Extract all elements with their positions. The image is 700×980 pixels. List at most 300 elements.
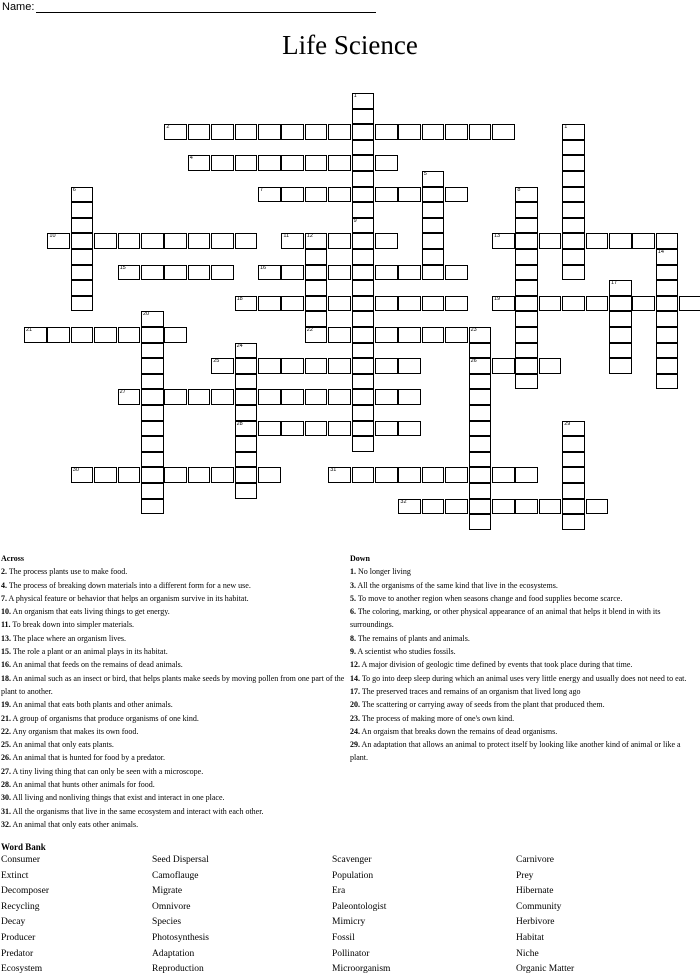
crossword-cell[interactable]	[445, 499, 468, 515]
crossword-cell[interactable]	[71, 327, 94, 343]
crossword-cell[interactable]	[258, 421, 281, 437]
crossword-cell[interactable]	[281, 296, 304, 312]
crossword-cell[interactable]	[398, 467, 421, 483]
crossword-cell[interactable]	[562, 218, 585, 234]
crossword-cell[interactable]	[375, 124, 398, 140]
crossword-cell[interactable]	[352, 280, 375, 296]
crossword-cell[interactable]	[398, 499, 421, 515]
crossword-cell[interactable]	[141, 265, 164, 281]
across-clues	[1, 552, 346, 831]
crossword-cell[interactable]	[94, 467, 117, 483]
crossword-cell[interactable]	[398, 265, 421, 281]
crossword-cell[interactable]	[211, 233, 234, 249]
crossword-cell[interactable]	[469, 343, 492, 359]
crossword-cell[interactable]	[141, 311, 164, 327]
crossword-cell[interactable]	[258, 124, 281, 140]
crossword-cell[interactable]	[375, 327, 398, 343]
clue-num: 17.	[350, 686, 360, 696]
crossword-cell[interactable]	[235, 155, 258, 171]
crossword-cell[interactable]	[445, 124, 468, 140]
crossword-cell[interactable]	[188, 124, 211, 140]
crossword-cell[interactable]	[141, 358, 164, 374]
crossword-cell[interactable]	[562, 467, 585, 483]
crossword-cell[interactable]	[235, 343, 258, 359]
crossword-cell[interactable]	[352, 358, 375, 374]
crossword-cell[interactable]	[24, 327, 47, 343]
crossword-cell[interactable]	[515, 233, 538, 249]
across-clue	[1, 712, 346, 725]
crossword-cell[interactable]	[352, 93, 375, 109]
crossword-cell[interactable]	[235, 467, 258, 483]
crossword-cell[interactable]	[375, 358, 398, 374]
crossword-cell[interactable]	[141, 452, 164, 468]
clue-text: An orgaism that breaks down the remains of dead organisms.	[360, 726, 558, 736]
crossword-cell[interactable]	[539, 358, 562, 374]
crossword-cell[interactable]	[656, 265, 679, 281]
crossword-cell[interactable]	[469, 421, 492, 437]
crossword-cell[interactable]	[188, 155, 211, 171]
crossword-cell[interactable]	[281, 233, 304, 249]
crossword-cell[interactable]	[398, 327, 421, 343]
crossword-cell[interactable]	[281, 155, 304, 171]
crossword-cell[interactable]	[398, 296, 421, 312]
crossword-cell[interactable]	[305, 389, 328, 405]
crossword-cell[interactable]	[586, 499, 609, 515]
crossword-cell[interactable]	[656, 296, 679, 312]
word-bank-item: Consumer	[1, 855, 41, 865]
crossword-cell[interactable]	[352, 124, 375, 140]
crossword-cell[interactable]	[141, 467, 164, 483]
crossword-cell[interactable]	[679, 296, 700, 312]
crossword-cell[interactable]	[422, 233, 445, 249]
crossword-cell[interactable]	[328, 421, 351, 437]
crossword-cell[interactable]	[164, 327, 187, 343]
crossword-cell[interactable]	[258, 389, 281, 405]
crossword-cell[interactable]	[188, 389, 211, 405]
crossword-cell[interactable]	[422, 124, 445, 140]
crossword-cell[interactable]	[469, 358, 492, 374]
crossword-cell[interactable]	[71, 280, 94, 296]
crossword-cell[interactable]	[656, 280, 679, 296]
crossword-cell[interactable]	[235, 405, 258, 421]
crossword-cell[interactable]	[562, 514, 585, 530]
crossword-cell[interactable]	[398, 358, 421, 374]
crossword-cell[interactable]	[352, 249, 375, 265]
crossword-cell[interactable]	[328, 467, 351, 483]
crossword-cell[interactable]	[656, 311, 679, 327]
crossword-cell[interactable]	[235, 233, 258, 249]
crossword-cell[interactable]	[281, 187, 304, 203]
crossword-cell[interactable]	[141, 389, 164, 405]
crossword-cell[interactable]	[515, 249, 538, 265]
crossword-cell[interactable]	[71, 218, 94, 234]
across-clue	[1, 592, 346, 605]
crossword-cell[interactable]	[632, 233, 655, 249]
crossword-cell[interactable]	[586, 296, 609, 312]
crossword-cell[interactable]	[562, 452, 585, 468]
crossword-cell[interactable]	[492, 358, 515, 374]
crossword-cell[interactable]	[211, 124, 234, 140]
crossword-cell[interactable]	[118, 233, 141, 249]
clue-num: 2.	[1, 567, 7, 577]
crossword-cell[interactable]	[305, 296, 328, 312]
crossword-cell[interactable]	[281, 389, 304, 405]
crossword-cell[interactable]	[71, 296, 94, 312]
crossword-cell[interactable]	[258, 296, 281, 312]
crossword-cell[interactable]	[375, 467, 398, 483]
crossword-cell[interactable]	[141, 436, 164, 452]
crossword-cell[interactable]	[469, 467, 492, 483]
crossword-cell[interactable]	[492, 499, 515, 515]
crossword-cell[interactable]	[515, 202, 538, 218]
crossword-cell[interactable]	[375, 421, 398, 437]
clue-num: 10.	[1, 607, 11, 617]
word-bank-item: Adaptation	[152, 948, 195, 959]
crossword-cell[interactable]	[94, 233, 117, 249]
crossword-cell[interactable]	[398, 124, 421, 140]
crossword-cell[interactable]	[305, 358, 328, 374]
down-clue	[350, 565, 698, 578]
clue-text: No longer living	[356, 567, 411, 577]
crossword-cell[interactable]	[352, 343, 375, 359]
word-bank-item: Niche	[516, 948, 539, 959]
crossword-cell[interactable]	[515, 327, 538, 343]
across-clue	[1, 605, 346, 618]
crossword-cell[interactable]	[141, 327, 164, 343]
clue-text: To break down into simpler materials.	[10, 620, 135, 630]
clue-num: 12.	[350, 660, 360, 670]
clue-number: 11	[283, 233, 290, 240]
crossword-cell[interactable]	[445, 265, 468, 281]
crossword-cell[interactable]	[609, 343, 632, 359]
crossword-cell[interactable]	[352, 296, 375, 312]
crossword-cell[interactable]	[71, 233, 94, 249]
clue-text: The process plants use to make food.	[7, 567, 128, 577]
crossword-cell[interactable]	[469, 405, 492, 421]
clue-text: An animal that is hunted for food by a predator.	[11, 753, 165, 763]
clue-number: 17	[611, 280, 618, 287]
crossword-cell[interactable]	[469, 389, 492, 405]
crossword-cell[interactable]	[118, 389, 141, 405]
crossword-cell[interactable]	[656, 343, 679, 359]
crossword-cell[interactable]	[398, 187, 421, 203]
crossword-cell[interactable]	[352, 467, 375, 483]
crossword-cell[interactable]	[71, 467, 94, 483]
crossword-cell[interactable]	[562, 233, 585, 249]
crossword-cell[interactable]	[422, 296, 445, 312]
crossword-cell[interactable]	[515, 343, 538, 359]
down-heading: Down	[350, 554, 371, 563]
crossword-cell[interactable]	[352, 187, 375, 203]
crossword-cell[interactable]	[656, 249, 679, 265]
crossword-cell[interactable]	[352, 389, 375, 405]
crossword-cell[interactable]	[118, 467, 141, 483]
clue-num: 5.	[350, 593, 356, 603]
crossword-cell[interactable]	[164, 124, 187, 140]
clue-num: 19.	[1, 700, 11, 710]
crossword-cell[interactable]	[305, 421, 328, 437]
crossword-cell[interactable]	[515, 311, 538, 327]
crossword-cell[interactable]	[352, 109, 375, 125]
crossword-cell[interactable]	[211, 265, 234, 281]
clue-text: An animal that eats both plants and other animals.	[11, 700, 173, 710]
crossword-cell[interactable]	[328, 155, 351, 171]
crossword-cell[interactable]	[398, 389, 421, 405]
crossword-cell[interactable]	[562, 249, 585, 265]
crossword-cell[interactable]	[141, 483, 164, 499]
crossword-cell[interactable]	[94, 327, 117, 343]
crossword-cell[interactable]	[258, 187, 281, 203]
crossword-cell[interactable]	[235, 421, 258, 437]
clue-number: 30	[72, 467, 79, 474]
crossword-cell[interactable]	[47, 233, 70, 249]
crossword-cell[interactable]	[515, 296, 538, 312]
crossword-cell[interactable]	[352, 374, 375, 390]
crossword-cell[interactable]	[445, 296, 468, 312]
crossword-cell[interactable]	[562, 483, 585, 499]
clue-num: 25.	[1, 740, 11, 750]
crossword-cell[interactable]	[281, 358, 304, 374]
crossword-cell[interactable]	[562, 140, 585, 156]
crossword-cell[interactable]	[352, 327, 375, 343]
crossword-cell[interactable]	[258, 358, 281, 374]
crossword-cell[interactable]	[328, 187, 351, 203]
crossword-cell[interactable]	[235, 296, 258, 312]
crossword-cell[interactable]	[515, 358, 538, 374]
clue-num: 7.	[1, 593, 7, 603]
crossword-cell[interactable]	[258, 155, 281, 171]
crossword-cell[interactable]	[375, 233, 398, 249]
crossword-cell[interactable]	[352, 140, 375, 156]
crossword-cell[interactable]	[422, 249, 445, 265]
crossword-cell[interactable]	[328, 296, 351, 312]
crossword-cell[interactable]	[328, 265, 351, 281]
crossword-cell[interactable]	[422, 171, 445, 187]
crossword-cell[interactable]	[562, 171, 585, 187]
crossword-cell[interactable]	[71, 249, 94, 265]
crossword-cell[interactable]	[141, 343, 164, 359]
crossword-cell[interactable]	[492, 467, 515, 483]
crossword-cell[interactable]	[164, 233, 187, 249]
crossword-cell[interactable]	[375, 187, 398, 203]
crossword-cell[interactable]	[469, 452, 492, 468]
crossword-cell[interactable]	[515, 218, 538, 234]
crossword-cell[interactable]	[539, 233, 562, 249]
down-clue	[350, 738, 698, 765]
clue-text: All the organisms of the same kind that live in the ecosystems.	[356, 580, 558, 590]
crossword-cell[interactable]	[469, 514, 492, 530]
clue-number: 13	[494, 233, 501, 240]
crossword-cell[interactable]	[281, 265, 304, 281]
word-bank-item: Extinct	[1, 870, 29, 881]
crossword-cell[interactable]	[515, 280, 538, 296]
clue-num: 18.	[1, 673, 11, 683]
crossword-cell[interactable]	[235, 452, 258, 468]
crossword-cell[interactable]	[305, 280, 328, 296]
crossword-cell[interactable]	[305, 233, 328, 249]
crossword-cell[interactable]	[375, 296, 398, 312]
crossword-cell[interactable]	[258, 467, 281, 483]
crossword-cell[interactable]	[305, 155, 328, 171]
crossword-cell[interactable]	[656, 327, 679, 343]
crossword-cell[interactable]	[188, 265, 211, 281]
crossword-cell[interactable]	[328, 124, 351, 140]
crossword-cell[interactable]	[47, 327, 70, 343]
crossword-cell[interactable]	[445, 467, 468, 483]
crossword-cell[interactable]	[422, 218, 445, 234]
crossword-cell[interactable]	[328, 358, 351, 374]
crossword-cell[interactable]	[469, 436, 492, 452]
crossword-cell[interactable]	[469, 374, 492, 390]
crossword-cell[interactable]	[305, 327, 328, 343]
across-clue	[1, 698, 346, 711]
crossword-cell[interactable]	[352, 265, 375, 281]
crossword-cell[interactable]	[609, 311, 632, 327]
crossword-cell[interactable]	[305, 124, 328, 140]
crossword-cell[interactable]	[539, 296, 562, 312]
crossword-cell[interactable]	[352, 155, 375, 171]
across-clue	[1, 618, 346, 631]
crossword-cell[interactable]	[141, 233, 164, 249]
word-bank-item: Herbivore	[516, 917, 555, 928]
crossword-cell[interactable]	[469, 327, 492, 343]
crossword-cell[interactable]	[562, 421, 585, 437]
crossword-cell[interactable]	[305, 265, 328, 281]
crossword-cell[interactable]	[609, 296, 632, 312]
crossword-cell[interactable]	[609, 358, 632, 374]
crossword-cell[interactable]	[562, 187, 585, 203]
crossword-cell[interactable]	[305, 249, 328, 265]
crossword-cell[interactable]	[258, 265, 281, 281]
crossword-cell[interactable]	[235, 374, 258, 390]
clue-number: 7	[260, 186, 264, 193]
crossword-cell[interactable]	[211, 467, 234, 483]
crossword-cell[interactable]	[352, 233, 375, 249]
crossword-cell[interactable]	[305, 187, 328, 203]
crossword-cell[interactable]	[188, 233, 211, 249]
clue-number: 28	[236, 420, 243, 427]
crossword-cell[interactable]	[141, 405, 164, 421]
crossword-cell[interactable]	[422, 202, 445, 218]
crossword-cell[interactable]	[469, 124, 492, 140]
crossword-cell[interactable]	[656, 233, 679, 249]
crossword-cell[interactable]	[375, 155, 398, 171]
crossword-cell[interactable]	[141, 499, 164, 515]
crossword-cell[interactable]	[515, 374, 538, 390]
crossword-cell[interactable]	[118, 265, 141, 281]
crossword-cell[interactable]	[562, 499, 585, 515]
crossword-cell[interactable]	[164, 467, 187, 483]
crossword-cell[interactable]	[586, 233, 609, 249]
crossword-cell[interactable]	[656, 358, 679, 374]
crossword-cell[interactable]	[562, 124, 585, 140]
crossword-cell[interactable]	[515, 499, 538, 515]
word-bank-item: Population	[332, 870, 374, 881]
crossword-cell[interactable]	[71, 202, 94, 218]
crossword-cell[interactable]	[352, 421, 375, 437]
crossword-cell[interactable]	[469, 483, 492, 499]
crossword-cell[interactable]	[352, 405, 375, 421]
crossword-cell[interactable]	[328, 233, 351, 249]
crossword-cell[interactable]	[609, 327, 632, 343]
crossword-cell[interactable]	[352, 311, 375, 327]
crossword-cell[interactable]	[562, 155, 585, 171]
crossword-cell[interactable]	[609, 280, 632, 296]
crossword-cell[interactable]	[352, 436, 375, 452]
crossword-cell[interactable]	[562, 436, 585, 452]
crossword-cell[interactable]	[492, 233, 515, 249]
crossword-cell[interactable]	[422, 467, 445, 483]
word-bank-item: Era	[332, 886, 346, 897]
crossword-cell[interactable]	[492, 296, 515, 312]
clue-text: The coloring, marking, or other physical appearance of an animal that helps it blend in with its surroundings.	[350, 607, 661, 630]
crossword-cell[interactable]	[445, 187, 468, 203]
crossword-cell[interactable]	[211, 155, 234, 171]
crossword-cell[interactable]	[469, 499, 492, 515]
clue-num: 21.	[1, 713, 11, 723]
crossword-cell[interactable]	[352, 171, 375, 187]
crossword-cell[interactable]	[164, 389, 187, 405]
crossword-cell[interactable]	[515, 187, 538, 203]
crossword-cell[interactable]	[235, 124, 258, 140]
crossword-cell[interactable]	[422, 499, 445, 515]
crossword-cell[interactable]	[632, 296, 655, 312]
crossword-cell[interactable]	[164, 265, 187, 281]
crossword-cell[interactable]	[188, 467, 211, 483]
crossword-cell[interactable]	[235, 483, 258, 499]
crossword-cell[interactable]	[235, 358, 258, 374]
crossword-cell[interactable]	[422, 265, 445, 281]
crossword-cell[interactable]	[398, 421, 421, 437]
crossword-cell[interactable]	[375, 265, 398, 281]
crossword-cell[interactable]	[281, 421, 304, 437]
across-clue	[1, 791, 346, 804]
crossword-cell[interactable]	[211, 358, 234, 374]
crossword-cell[interactable]	[211, 389, 234, 405]
crossword-cell[interactable]	[328, 389, 351, 405]
crossword-cell[interactable]	[281, 124, 304, 140]
crossword-cell[interactable]	[609, 233, 632, 249]
clue-num: 23.	[350, 713, 360, 723]
crossword-cell[interactable]	[71, 187, 94, 203]
crossword-cell[interactable]	[352, 202, 375, 218]
crossword-cell[interactable]	[656, 374, 679, 390]
crossword-cell[interactable]	[235, 436, 258, 452]
crossword-cell[interactable]	[562, 296, 585, 312]
crossword-cell[interactable]	[305, 311, 328, 327]
crossword-cell[interactable]	[141, 374, 164, 390]
crossword-cell[interactable]	[422, 327, 445, 343]
crossword-cell[interactable]	[492, 124, 515, 140]
crossword-cell[interactable]	[422, 187, 445, 203]
crossword-cell[interactable]	[562, 265, 585, 281]
across-clue	[1, 658, 346, 671]
crossword-cell[interactable]	[235, 389, 258, 405]
crossword-cell[interactable]	[445, 327, 468, 343]
crossword-cell[interactable]	[118, 327, 141, 343]
crossword-cell[interactable]	[328, 327, 351, 343]
crossword-cell[interactable]	[71, 265, 94, 281]
crossword-cell[interactable]	[375, 389, 398, 405]
crossword-cell[interactable]	[539, 499, 562, 515]
crossword-cell[interactable]	[141, 421, 164, 437]
crossword-cell[interactable]	[515, 467, 538, 483]
crossword-cell[interactable]	[352, 218, 375, 234]
crossword-cell[interactable]	[515, 265, 538, 281]
crossword-cell[interactable]	[562, 202, 585, 218]
across-clue	[1, 632, 346, 645]
clue-num: 28.	[1, 780, 11, 790]
